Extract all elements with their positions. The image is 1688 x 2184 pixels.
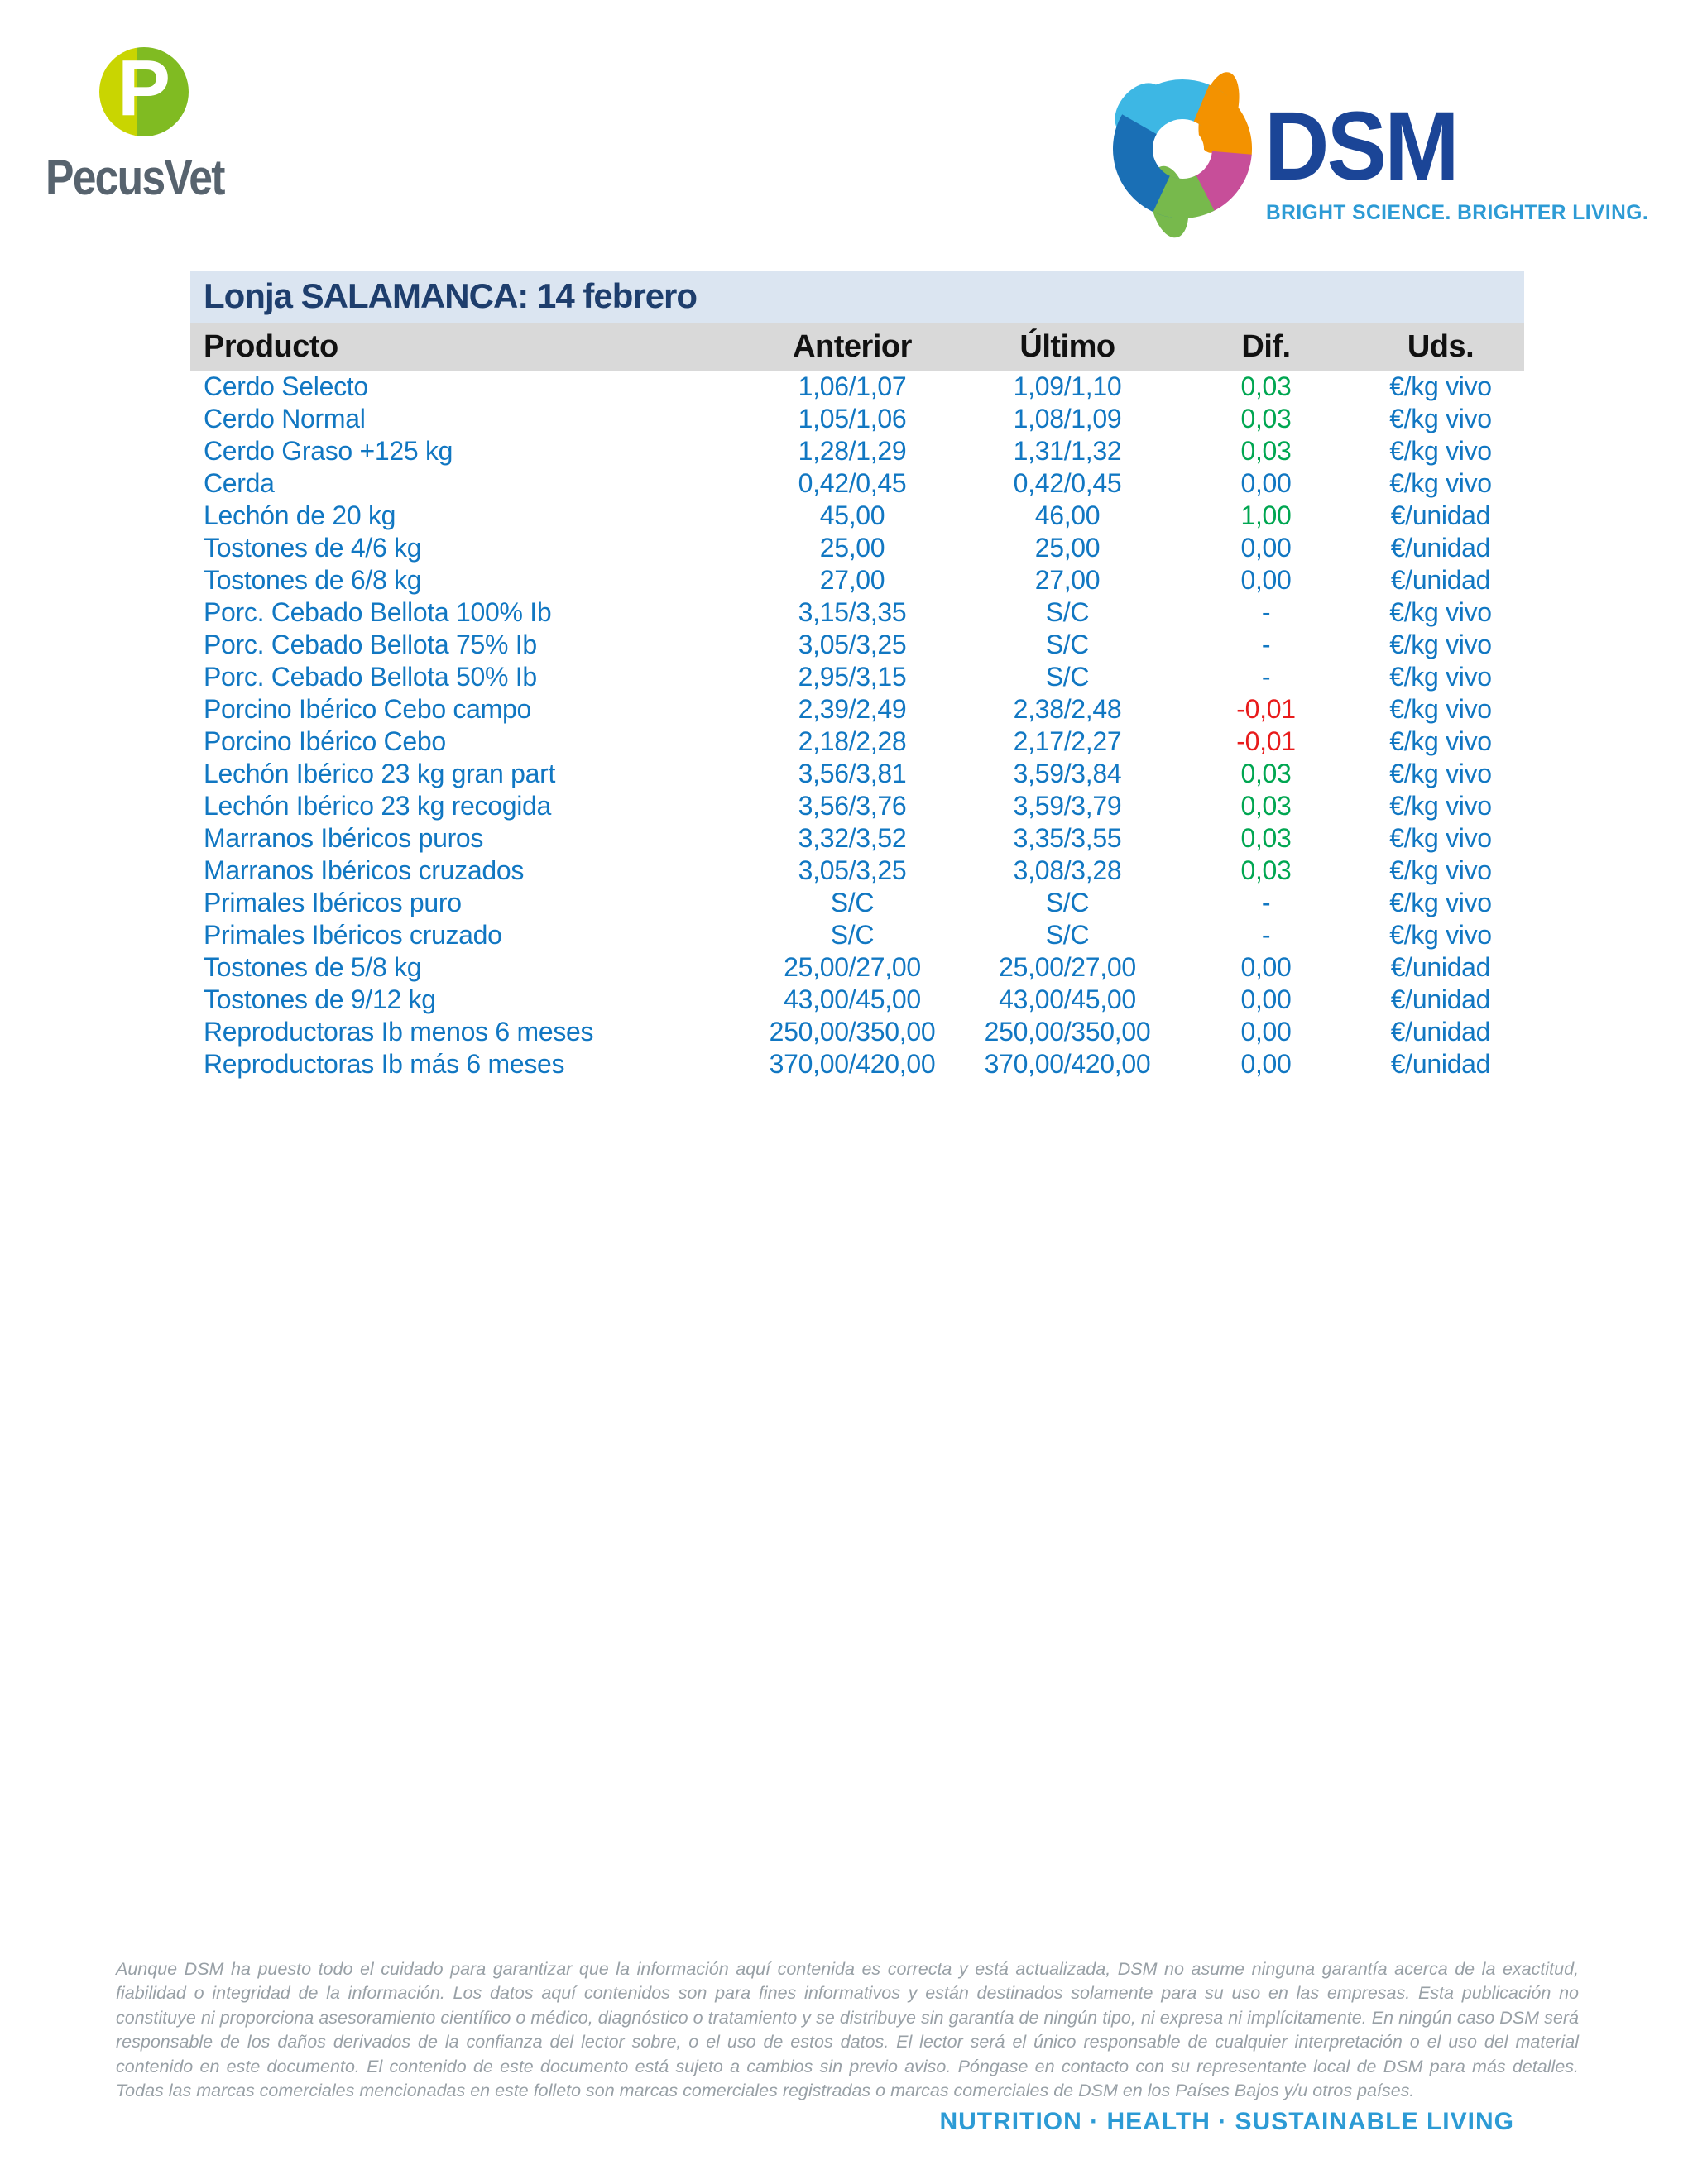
table-row	[190, 919, 1524, 951]
ultimo-value: S/C	[1045, 630, 1090, 659]
table-row	[190, 951, 1524, 984]
dif-value: -	[1261, 920, 1271, 950]
anterior-value: 25,00/27,00	[784, 952, 921, 982]
table-row	[190, 596, 1524, 629]
product-name: Marranos Ibéricos cruzados	[204, 855, 525, 885]
product-name: Reproductoras Ib menos 6 meses	[204, 1017, 594, 1046]
anterior-value: 43,00/45,00	[784, 984, 921, 1014]
dif-value: 0,00	[1240, 952, 1292, 982]
anterior-value: 1,28/1,29	[798, 436, 907, 466]
table-row	[190, 822, 1524, 855]
ultimo-value: 1,08/1,09	[1013, 404, 1122, 433]
table-row	[190, 887, 1524, 919]
ultimo-value: 0,42/0,45	[1013, 468, 1122, 498]
ultimo-value: S/C	[1045, 920, 1090, 950]
product-name: Porc. Cebado Bellota 75% Ib	[204, 630, 537, 659]
uds-value: €/kg vivo	[1389, 726, 1492, 756]
dif-value: -	[1261, 630, 1271, 659]
price-table	[190, 271, 1524, 1080]
anterior-value: 1,06/1,07	[798, 371, 907, 401]
uds-value: €/kg vivo	[1389, 662, 1492, 692]
anterior-value: 3,32/3,52	[798, 823, 907, 853]
uds-value: €/kg vivo	[1389, 630, 1492, 659]
dif-value: 0,03	[1240, 759, 1292, 788]
anterior-value: 1,05/1,06	[798, 404, 907, 433]
table-row	[190, 984, 1524, 1016]
column-header-ultimo: Último	[1019, 328, 1115, 364]
dsm-logo-icon	[1103, 56, 1265, 247]
dif-value: 0,03	[1240, 404, 1292, 433]
uds-value: €/kg vivo	[1389, 920, 1492, 950]
dif-value: 0,00	[1240, 565, 1292, 595]
product-name: Cerdo Graso +125 kg	[204, 436, 453, 466]
dif-value: 0,00	[1240, 1017, 1292, 1046]
table-row	[190, 855, 1524, 887]
ultimo-value: 25,00/27,00	[999, 952, 1136, 982]
uds-value: €/unidad	[1390, 984, 1491, 1014]
ultimo-value: S/C	[1045, 662, 1090, 692]
uds-value: €/unidad	[1390, 500, 1491, 530]
anterior-value: 25,00	[819, 533, 885, 563]
product-name: Porcino Ibérico Cebo	[204, 726, 446, 756]
anterior-value: 3,05/3,25	[798, 855, 907, 885]
uds-value: €/kg vivo	[1389, 468, 1492, 498]
product-name: Reproductoras Ib más 6 meses	[204, 1049, 565, 1079]
uds-value: €/kg vivo	[1389, 404, 1492, 433]
dsm-tagline: BRIGHT SCIENCE. BRIGHTER LIVING.	[1266, 201, 1649, 224]
ultimo-value: 43,00/45,00	[999, 984, 1136, 1014]
table-row	[190, 1016, 1524, 1048]
legal-disclaimer: Aunque DSM ha puesto todo el cuidado para garantizar que la información aquí contenida es correcta y está actualizada, DSM no asume ninguna garantía acerca de la exactitud, fiabilidad o integridad de la información. Los datos aquí contenidos son para fines informativos y están destinados solamente para su uso en las empresas. Esta publicación no constituye ni proporciona asesoramiento científico o médico, diagnóstico o tratamiento y se distribuye sin garantía de ningún tipo, ni expresa ni implícitamente. En ningún caso DSM será responsable de los daños derivados de la confianza del lector sobre, o el uso de estos datos. El lector será el único responsable de cualquier interpretación o el uso del material contenido en este documento. El contenido de este documento está sujeto a cambios sin previo aviso. Póngase en contacto con su representante local de DSM para más detalles. Todas las marcas comerciales mencionadas en este folleto son marcas comerciales registradas o marcas comerciales de DSM en los Países Bajos y/u otros países.	[116, 1959, 1579, 2101]
ultimo-value: S/C	[1045, 597, 1090, 627]
ultimo-value: 370,00/420,00	[984, 1049, 1151, 1079]
anterior-value: S/C	[830, 920, 875, 950]
pecusvet-wordmark: PecusVet	[46, 150, 224, 205]
anterior-value: 2,39/2,49	[798, 694, 907, 724]
uds-value: €/kg vivo	[1389, 371, 1492, 401]
column-header-producto: Producto	[204, 328, 338, 364]
uds-value: €/unidad	[1390, 533, 1491, 563]
ultimo-value: 250,00/350,00	[984, 1017, 1151, 1046]
uds-value: €/unidad	[1390, 952, 1491, 982]
product-name: Lechón Ibérico 23 kg gran part	[204, 759, 556, 788]
anterior-value: 250,00/350,00	[769, 1017, 936, 1046]
table-row	[190, 532, 1524, 564]
ultimo-value: 27,00	[1034, 565, 1101, 595]
uds-value: €/unidad	[1390, 1017, 1491, 1046]
dif-value: 0,03	[1240, 855, 1292, 885]
ultimo-value: 46,00	[1034, 500, 1101, 530]
ultimo-value: 3,08/3,28	[1013, 855, 1122, 885]
ultimo-value: S/C	[1045, 888, 1090, 917]
ultimo-value: 2,17/2,27	[1013, 726, 1122, 756]
dif-value: -0,01	[1236, 694, 1296, 724]
ultimo-value: 1,09/1,10	[1013, 371, 1122, 401]
anterior-value: 3,15/3,35	[798, 597, 907, 627]
uds-value: €/kg vivo	[1389, 823, 1492, 853]
dif-value: -0,01	[1236, 726, 1296, 756]
product-name: Primales Ibéricos puro	[204, 888, 462, 917]
pecusvet-logo-letter: P	[117, 44, 171, 132]
uds-value: €/kg vivo	[1389, 791, 1492, 821]
table-header-row	[190, 323, 1524, 371]
uds-value: €/kg vivo	[1389, 597, 1492, 627]
product-name: Lechón Ibérico 23 kg recogida	[204, 791, 552, 821]
dif-value: 0,00	[1240, 533, 1292, 563]
product-name: Lechón de 20 kg	[204, 500, 396, 530]
table-row	[190, 403, 1524, 435]
dif-value: 0,00	[1240, 984, 1292, 1014]
table-body	[190, 371, 1524, 1080]
table-row	[190, 629, 1524, 661]
dif-value: 1,00	[1240, 500, 1292, 530]
product-name: Tostones de 4/6 kg	[204, 533, 422, 563]
dif-value: 0,03	[1240, 823, 1292, 853]
product-name: Porc. Cebado Bellota 50% Ib	[204, 662, 537, 692]
uds-value: €/unidad	[1390, 565, 1491, 595]
dsm-wordmark: DSM	[1264, 92, 1457, 201]
dif-value: 0,00	[1240, 468, 1292, 498]
anterior-value: 3,56/3,81	[798, 759, 907, 788]
anterior-value: 27,00	[819, 565, 885, 595]
product-name: Marranos Ibéricos puros	[204, 823, 484, 853]
footer-tagline: NUTRITION · HEALTH · SUSTAINABLE LIVING	[939, 2108, 1514, 2135]
table-row	[190, 661, 1524, 693]
product-name: Tostones de 9/12 kg	[204, 984, 436, 1014]
ultimo-value: 25,00	[1034, 533, 1101, 563]
dif-value: 0,03	[1240, 371, 1292, 401]
table-row	[190, 726, 1524, 758]
dif-value: 0,03	[1240, 791, 1292, 821]
ultimo-value: 3,35/3,55	[1013, 823, 1122, 853]
product-name: Tostones de 6/8 kg	[204, 565, 422, 595]
ultimo-value: 1,31/1,32	[1013, 436, 1122, 466]
uds-value: €/kg vivo	[1389, 694, 1492, 724]
dif-value: -	[1261, 888, 1271, 917]
uds-value: €/kg vivo	[1389, 888, 1492, 917]
product-name: Cerdo Normal	[204, 404, 366, 433]
dif-value: 0,03	[1240, 436, 1292, 466]
dif-value: -	[1261, 662, 1271, 692]
dif-value: -	[1261, 597, 1271, 627]
product-name: Porc. Cebado Bellota 100% Ib	[204, 597, 552, 627]
anterior-value: 2,95/3,15	[798, 662, 907, 692]
product-name: Cerda	[204, 468, 275, 498]
product-name: Porcino Ibérico Cebo campo	[204, 694, 531, 724]
ultimo-value: 2,38/2,48	[1013, 694, 1122, 724]
column-header-dif: Dif.	[1241, 328, 1291, 364]
uds-value: €/kg vivo	[1389, 855, 1492, 885]
column-header-anterior: Anterior	[793, 328, 912, 364]
anterior-value: 370,00/420,00	[769, 1049, 936, 1079]
table-row	[190, 564, 1524, 596]
product-name: Cerdo Selecto	[204, 371, 368, 401]
table-row	[190, 758, 1524, 790]
product-name: Tostones de 5/8 kg	[204, 952, 422, 982]
product-name: Primales Ibéricos cruzado	[204, 920, 502, 950]
table-title: Lonja SALAMANCA: 14 febrero	[190, 271, 1524, 323]
anterior-value: 2,18/2,28	[798, 726, 907, 756]
pecusvet-logo-icon	[99, 44, 189, 136]
dif-value: 0,00	[1240, 1049, 1292, 1079]
table-row	[190, 435, 1524, 467]
anterior-value: S/C	[830, 888, 875, 917]
uds-value: €/unidad	[1390, 1049, 1491, 1079]
uds-value: €/kg vivo	[1389, 436, 1492, 466]
anterior-value: 3,56/3,76	[798, 791, 907, 821]
anterior-value: 45,00	[819, 500, 885, 530]
column-header-uds: Uds.	[1407, 328, 1475, 364]
anterior-value: 0,42/0,45	[798, 468, 907, 498]
uds-value: €/kg vivo	[1389, 759, 1492, 788]
table-row	[190, 500, 1524, 532]
ultimo-value: 3,59/3,84	[1013, 759, 1122, 788]
table-row	[190, 1048, 1524, 1080]
table-row	[190, 467, 1524, 500]
table-row	[190, 693, 1524, 726]
table-row	[190, 371, 1524, 403]
anterior-value: 3,05/3,25	[798, 630, 907, 659]
ultimo-value: 3,59/3,79	[1013, 791, 1122, 821]
table-row	[190, 790, 1524, 822]
